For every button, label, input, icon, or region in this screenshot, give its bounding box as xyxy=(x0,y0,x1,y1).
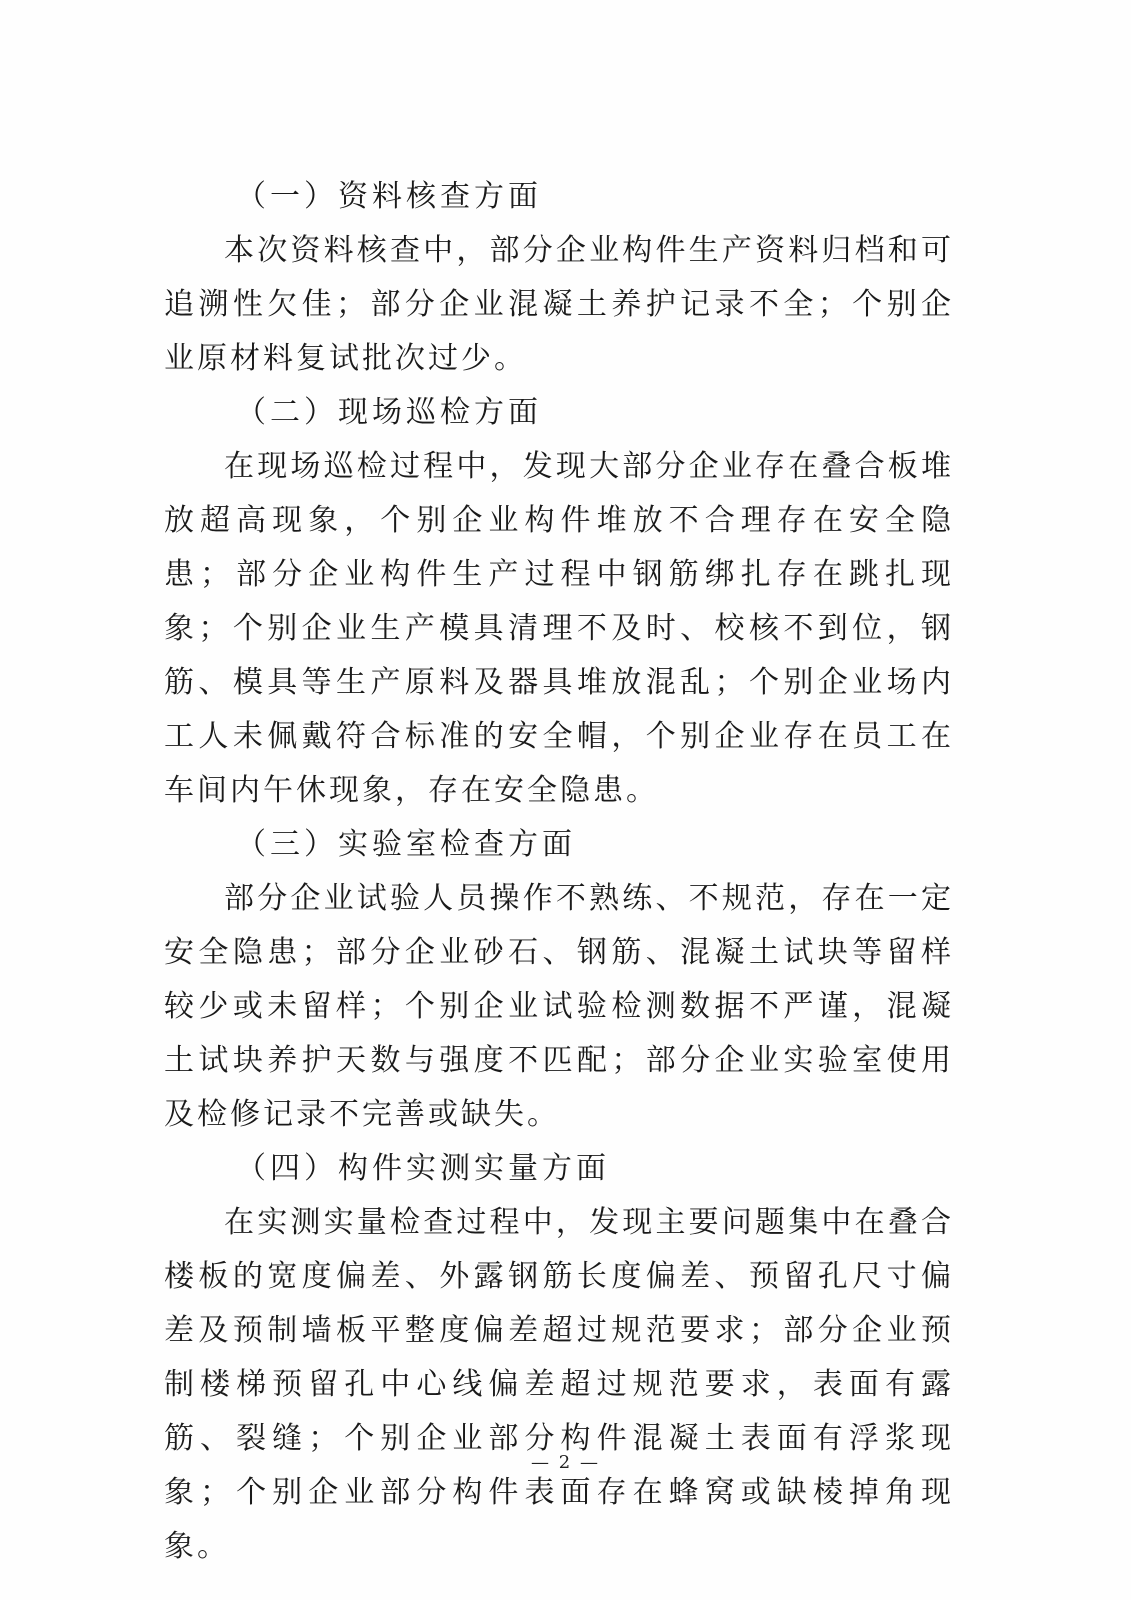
section-paragraph-1: 本次资料核查中，部分企业构件生产资料归档和可追溯性欠佳；部分企业混凝土养护记录不全；个别企业原材料复试批次过少。 xyxy=(164,233,954,376)
section-heading-3: （三）实验室检查方面 xyxy=(236,827,576,862)
section-paragraph-2: 在现场巡检过程中，发现大部分企业存在叠合板堆放超高现象，个别企业构件堆放不合理存在安全隐患；部分企业构件生产过程中钢筋绑扎存在跳扎现象；个别企业生产模具清理不及时、校核不到位，钢筋、模具等生产原料及器具堆放混乱；个别企业场内工人未佩戴符合标准的安全帽，个别企业存在员工在车间内午休现象，存在安全隐患。 xyxy=(164,449,954,808)
document-body xyxy=(164,170,954,1574)
section-heading-2: （二）现场巡检方面 xyxy=(236,395,542,430)
page-number: — 2 — xyxy=(531,1452,600,1473)
section-paragraph-4: 在实测实量检查过程中，发现主要问题集中在叠合楼板的宽度偏差、外露钢筋长度偏差、预留孔尺寸偏差及预制墙板平整度偏差超过规范要求；部分企业预制楼梯预留孔中心线偏差超过规范要求，表面有露筋、裂缝；个别企业部分构件混凝土表面有浮浆现象；个别企业部分构件表面存在蜂窝或缺棱掉角现象。 xyxy=(164,1205,954,1564)
section-heading-1: （一）资料核查方面 xyxy=(236,179,542,214)
section-paragraph-3: 部分企业试验人员操作不熟练、不规范，存在一定安全隐患；部分企业砂石、钢筋、混凝土试块等留样较少或未留样；个别企业试验检测数据不严谨，混凝土试块养护天数与强度不匹配；部分企业实验室使用及检修记录不完善或缺失。 xyxy=(164,881,954,1132)
section-heading-4: （四）构件实测实量方面 xyxy=(236,1151,610,1186)
